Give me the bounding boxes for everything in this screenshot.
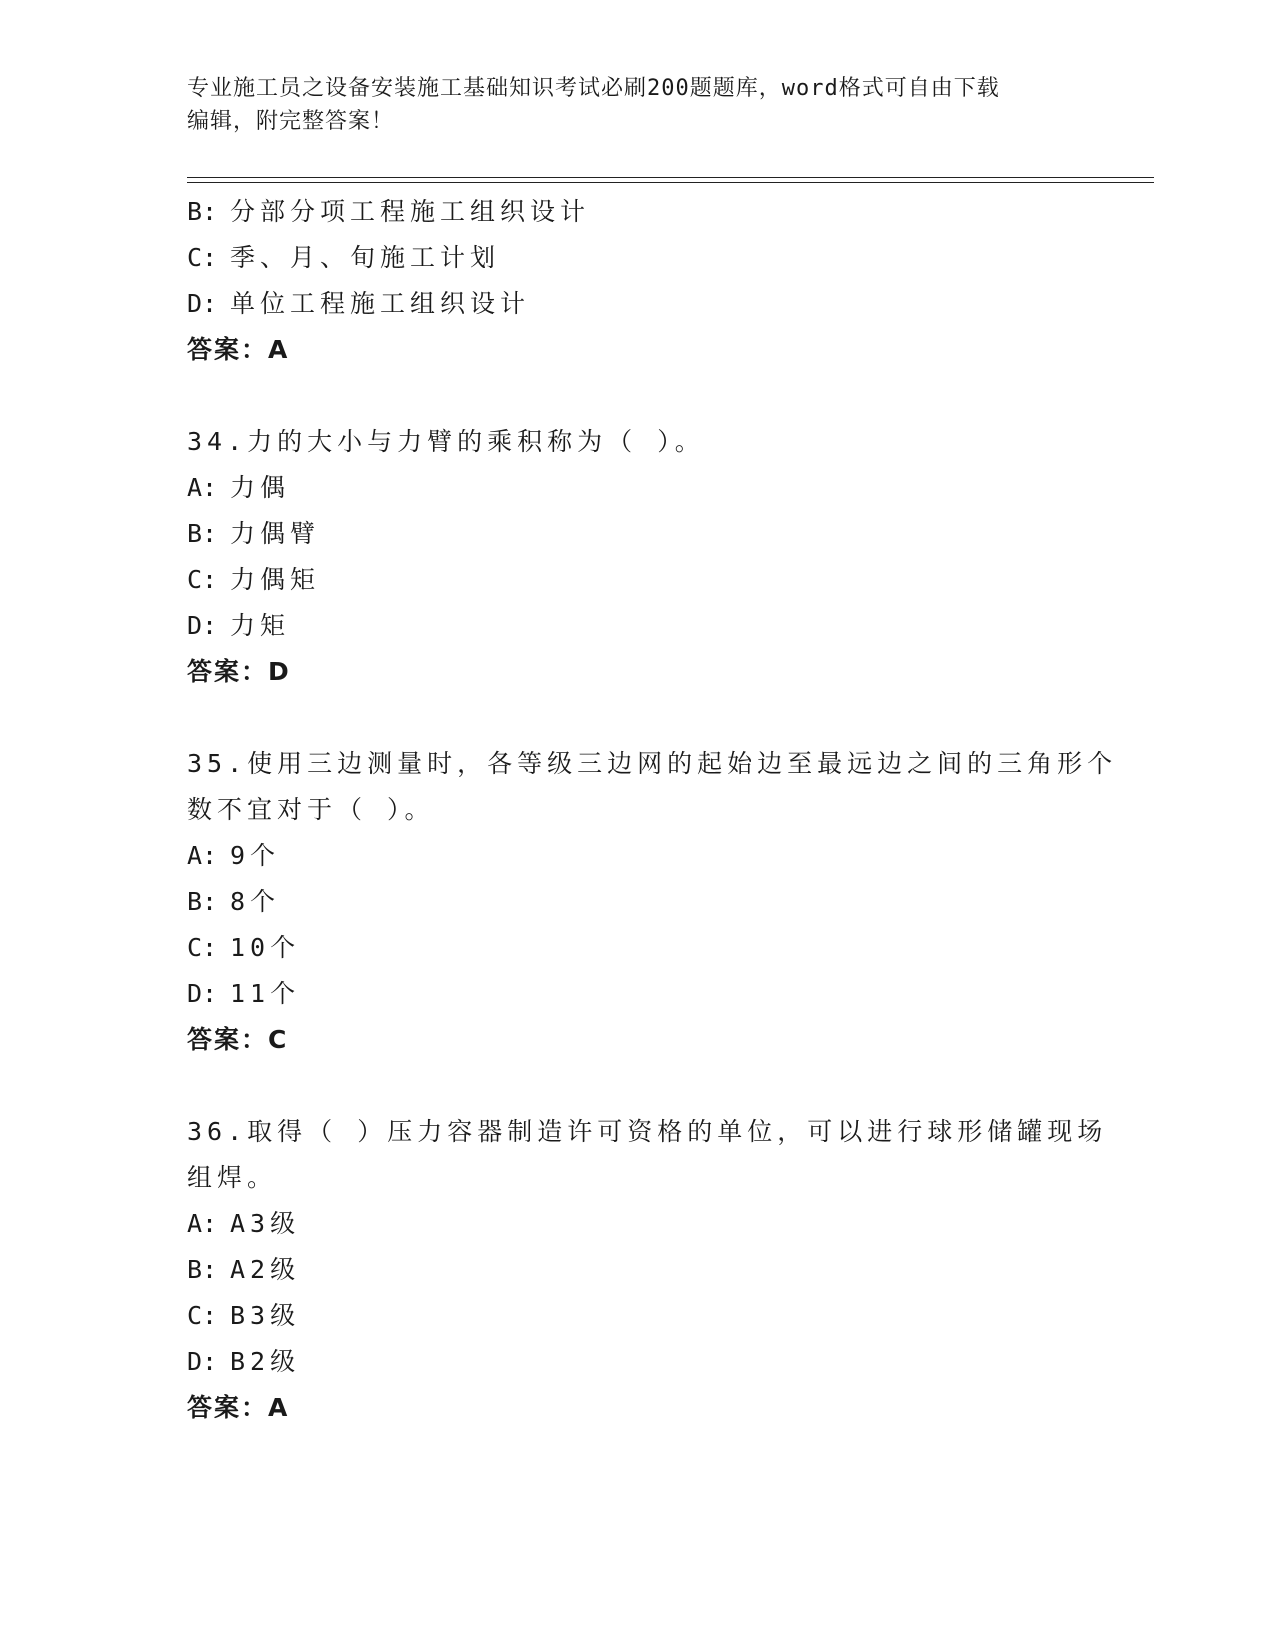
option-text: 力矩 bbox=[230, 611, 291, 640]
option-key: A: bbox=[187, 841, 218, 870]
option-line bbox=[187, 879, 1087, 925]
document-header bbox=[187, 72, 1087, 138]
option-key: C: bbox=[187, 933, 218, 962]
option-key: D: bbox=[187, 1347, 218, 1376]
option-line bbox=[187, 925, 1087, 971]
question-stem: 35.使用三边测量时，各等级三边网的起始边至最远边之间的三角形个 bbox=[187, 749, 1118, 778]
option-text: 力偶矩 bbox=[230, 565, 321, 594]
question-35 bbox=[187, 741, 1118, 1063]
spacer bbox=[187, 695, 1087, 741]
answer-line: 答案：D bbox=[187, 657, 291, 686]
header-line-1: 专业施工员之设备安装施工基础知识考试必刷200题题库，word格式可自由下载 bbox=[187, 76, 1000, 101]
option-line bbox=[187, 1339, 1087, 1385]
option-line bbox=[187, 235, 1087, 281]
option-line bbox=[187, 603, 1087, 649]
option-key: B: bbox=[187, 887, 218, 916]
header-line-2: 编辑，附完整答案！ bbox=[187, 109, 395, 134]
option-text: 季、月、旬施工计划 bbox=[230, 243, 501, 272]
question-stem: 36.取得（ ）压力容器制造许可资格的单位，可以进行球形储罐现场 bbox=[187, 1117, 1108, 1146]
option-line bbox=[187, 971, 1087, 1017]
option-line bbox=[187, 511, 1087, 557]
option-line bbox=[187, 189, 1087, 235]
answer-line: 答案：A bbox=[187, 1393, 290, 1422]
option-key: C: bbox=[187, 1301, 218, 1330]
header-divider-top bbox=[187, 177, 1154, 178]
option-text: B2级 bbox=[230, 1347, 301, 1376]
option-text: 9个 bbox=[230, 841, 281, 870]
option-line bbox=[187, 465, 1087, 511]
question-34 bbox=[187, 419, 1087, 695]
option-key: B: bbox=[187, 519, 218, 548]
option-key: D: bbox=[187, 611, 218, 640]
option-key: C: bbox=[187, 565, 218, 594]
option-key: B: bbox=[187, 197, 218, 226]
option-text: 单位工程施工组织设计 bbox=[230, 289, 531, 318]
answer-line: 答案：A bbox=[187, 335, 290, 364]
option-line bbox=[187, 1201, 1087, 1247]
question-36 bbox=[187, 1109, 1108, 1431]
option-text: B3级 bbox=[230, 1301, 301, 1330]
option-text: 8个 bbox=[230, 887, 281, 916]
option-key: D: bbox=[187, 289, 218, 318]
option-line bbox=[187, 1293, 1087, 1339]
spacer bbox=[187, 1063, 1087, 1109]
answer-line: 答案：C bbox=[187, 1025, 289, 1054]
question-list bbox=[187, 189, 1118, 1431]
question-stem-continued: 组焊。 bbox=[187, 1163, 278, 1192]
option-text: 分部分项工程施工组织设计 bbox=[230, 197, 591, 226]
option-key: C: bbox=[187, 243, 218, 272]
option-key: A: bbox=[187, 1209, 218, 1238]
option-text: 10个 bbox=[230, 933, 301, 962]
option-text: A3级 bbox=[230, 1209, 301, 1238]
option-key: D: bbox=[187, 979, 218, 1008]
option-text: 11个 bbox=[230, 979, 301, 1008]
option-key: A: bbox=[187, 473, 218, 502]
option-line bbox=[187, 557, 1087, 603]
option-text: A2级 bbox=[230, 1255, 301, 1284]
option-line bbox=[187, 833, 1087, 879]
question-stem-continued: 数不宜对于（ ）。 bbox=[187, 795, 435, 824]
spacer bbox=[187, 373, 1087, 419]
header-divider-bottom bbox=[187, 182, 1154, 183]
option-text: 力偶 bbox=[230, 473, 291, 502]
question-33-continued bbox=[187, 189, 1087, 373]
option-line bbox=[187, 1247, 1087, 1293]
option-line bbox=[187, 281, 1087, 327]
question-stem: 34.力的大小与力臂的乘积称为（ ）。 bbox=[187, 427, 705, 456]
option-text: 力偶臂 bbox=[230, 519, 321, 548]
option-key: B: bbox=[187, 1255, 218, 1284]
